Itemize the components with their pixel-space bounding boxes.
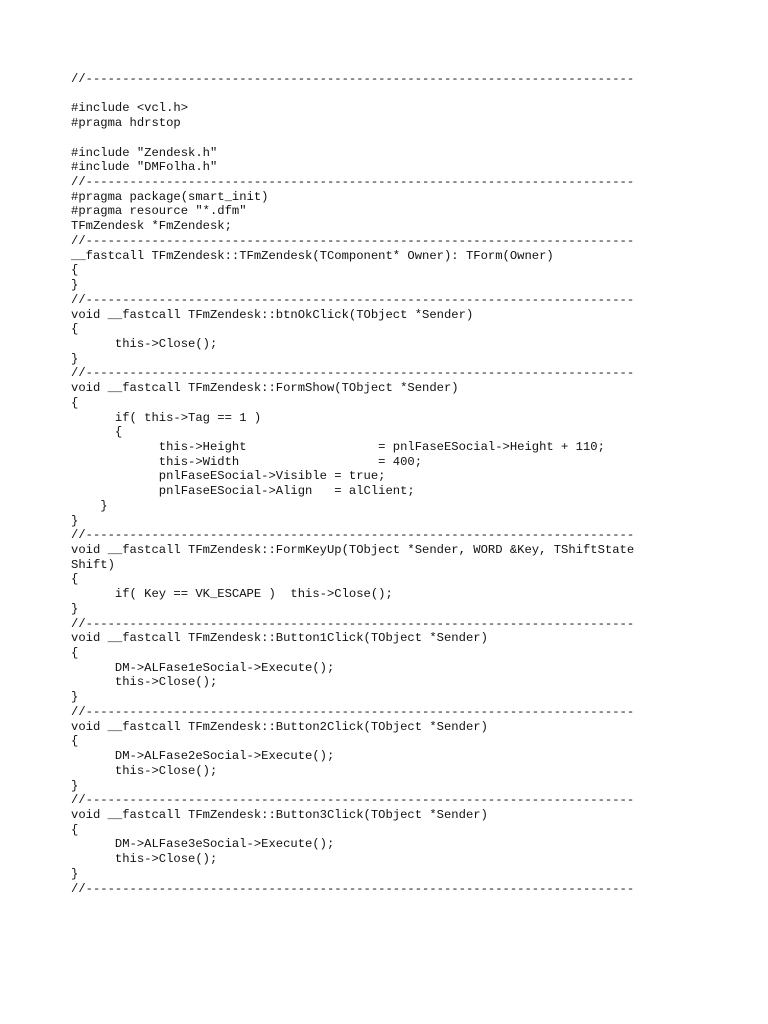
code-line: pnlFaseESocial->Visible = true; [71,469,386,484]
code-line: //--------------------------------------------------------------------------- [71,704,635,719]
code-line: this->Close(); [71,675,218,690]
code-line: } [71,778,79,793]
code-line: void __fastcall TFmZendesk::Button2Click(TObject *Sender) [71,719,488,734]
code-line: //--------------------------------------------------------------------------- [71,233,635,248]
code-line: } [71,498,108,513]
code-line: } [71,690,79,705]
code-line: //--------------------------------------------------------------------------- [71,175,635,190]
code-line: //--------------------------------------------------------------------------- [71,366,635,381]
code-line [71,87,671,102]
code-line: { [71,395,79,410]
code-line: //--------------------------------------------------------------------------- [71,72,635,86]
code-line: { [71,322,79,337]
code-line: TFmZendesk *FmZendesk; [71,219,232,234]
code-line: this->Height = pnlFaseESocial->Height + 110; [71,439,605,454]
code-line: this->Close(); [71,763,218,778]
code-line: #pragma hdrstop [71,116,181,131]
code-line: //--------------------------------------------------------------------------- [71,616,635,631]
code-line: { [71,263,79,278]
code-line: if( this->Tag == 1 ) [71,410,262,425]
code-line: { [71,822,79,837]
code-line [71,131,671,146]
code-line: } [71,866,79,881]
code-line: } [71,351,79,366]
code-line: //--------------------------------------------------------------------------- [71,292,635,307]
code-line: //--------------------------------------------------------------------------- [71,528,635,543]
code-line: //--------------------------------------------------------------------------- [71,881,635,896]
code-line: { [71,425,123,440]
code-line: void __fastcall TFmZendesk::FormShow(TObject *Sender) [71,381,459,396]
code-line: this->Close(); [71,336,218,351]
code-line: } [71,278,79,293]
code-line: pnlFaseESocial->Align = alClient; [71,484,415,499]
code-line: #include <vcl.h> [71,101,189,116]
code-line: } [71,513,79,528]
source-code-block [71,72,671,896]
code-line: //--------------------------------------------------------------------------- [71,793,635,808]
code-line: void __fastcall TFmZendesk::btnOkClick(TObject *Sender) [71,307,474,322]
code-line: Shift) [71,557,115,572]
code-line: void __fastcall TFmZendesk::Button3Click(TObject *Sender) [71,807,488,822]
code-line: DM->ALFase2eSocial->Execute(); [71,749,335,764]
code-line: } [71,601,79,616]
code-line: #include "DMFolha.h" [71,160,218,175]
code-line: { [71,572,79,587]
code-line: if( Key == VK_ESCAPE ) this->Close(); [71,587,393,602]
code-line: { [71,734,79,749]
code-line: __fastcall TFmZendesk::TFmZendesk(TComponent* Owner): TForm(Owner) [71,248,554,263]
code-line: #pragma resource "*.dfm" [71,204,247,219]
code-line: #include "Zendesk.h" [71,145,218,160]
code-line: DM->ALFase3eSocial->Execute(); [71,837,335,852]
code-line: this->Width = 400; [71,454,423,469]
code-line: void __fastcall TFmZendesk::FormKeyUp(TObject *Sender, WORD &Key, TShiftState [71,543,635,557]
code-line: this->Close(); [71,852,218,867]
code-line: #pragma package(smart_init) [71,189,269,204]
code-line: void __fastcall TFmZendesk::Button1Click(TObject *Sender) [71,631,488,646]
code-line: { [71,646,79,661]
code-line: DM->ALFase1eSocial->Execute(); [71,660,335,675]
